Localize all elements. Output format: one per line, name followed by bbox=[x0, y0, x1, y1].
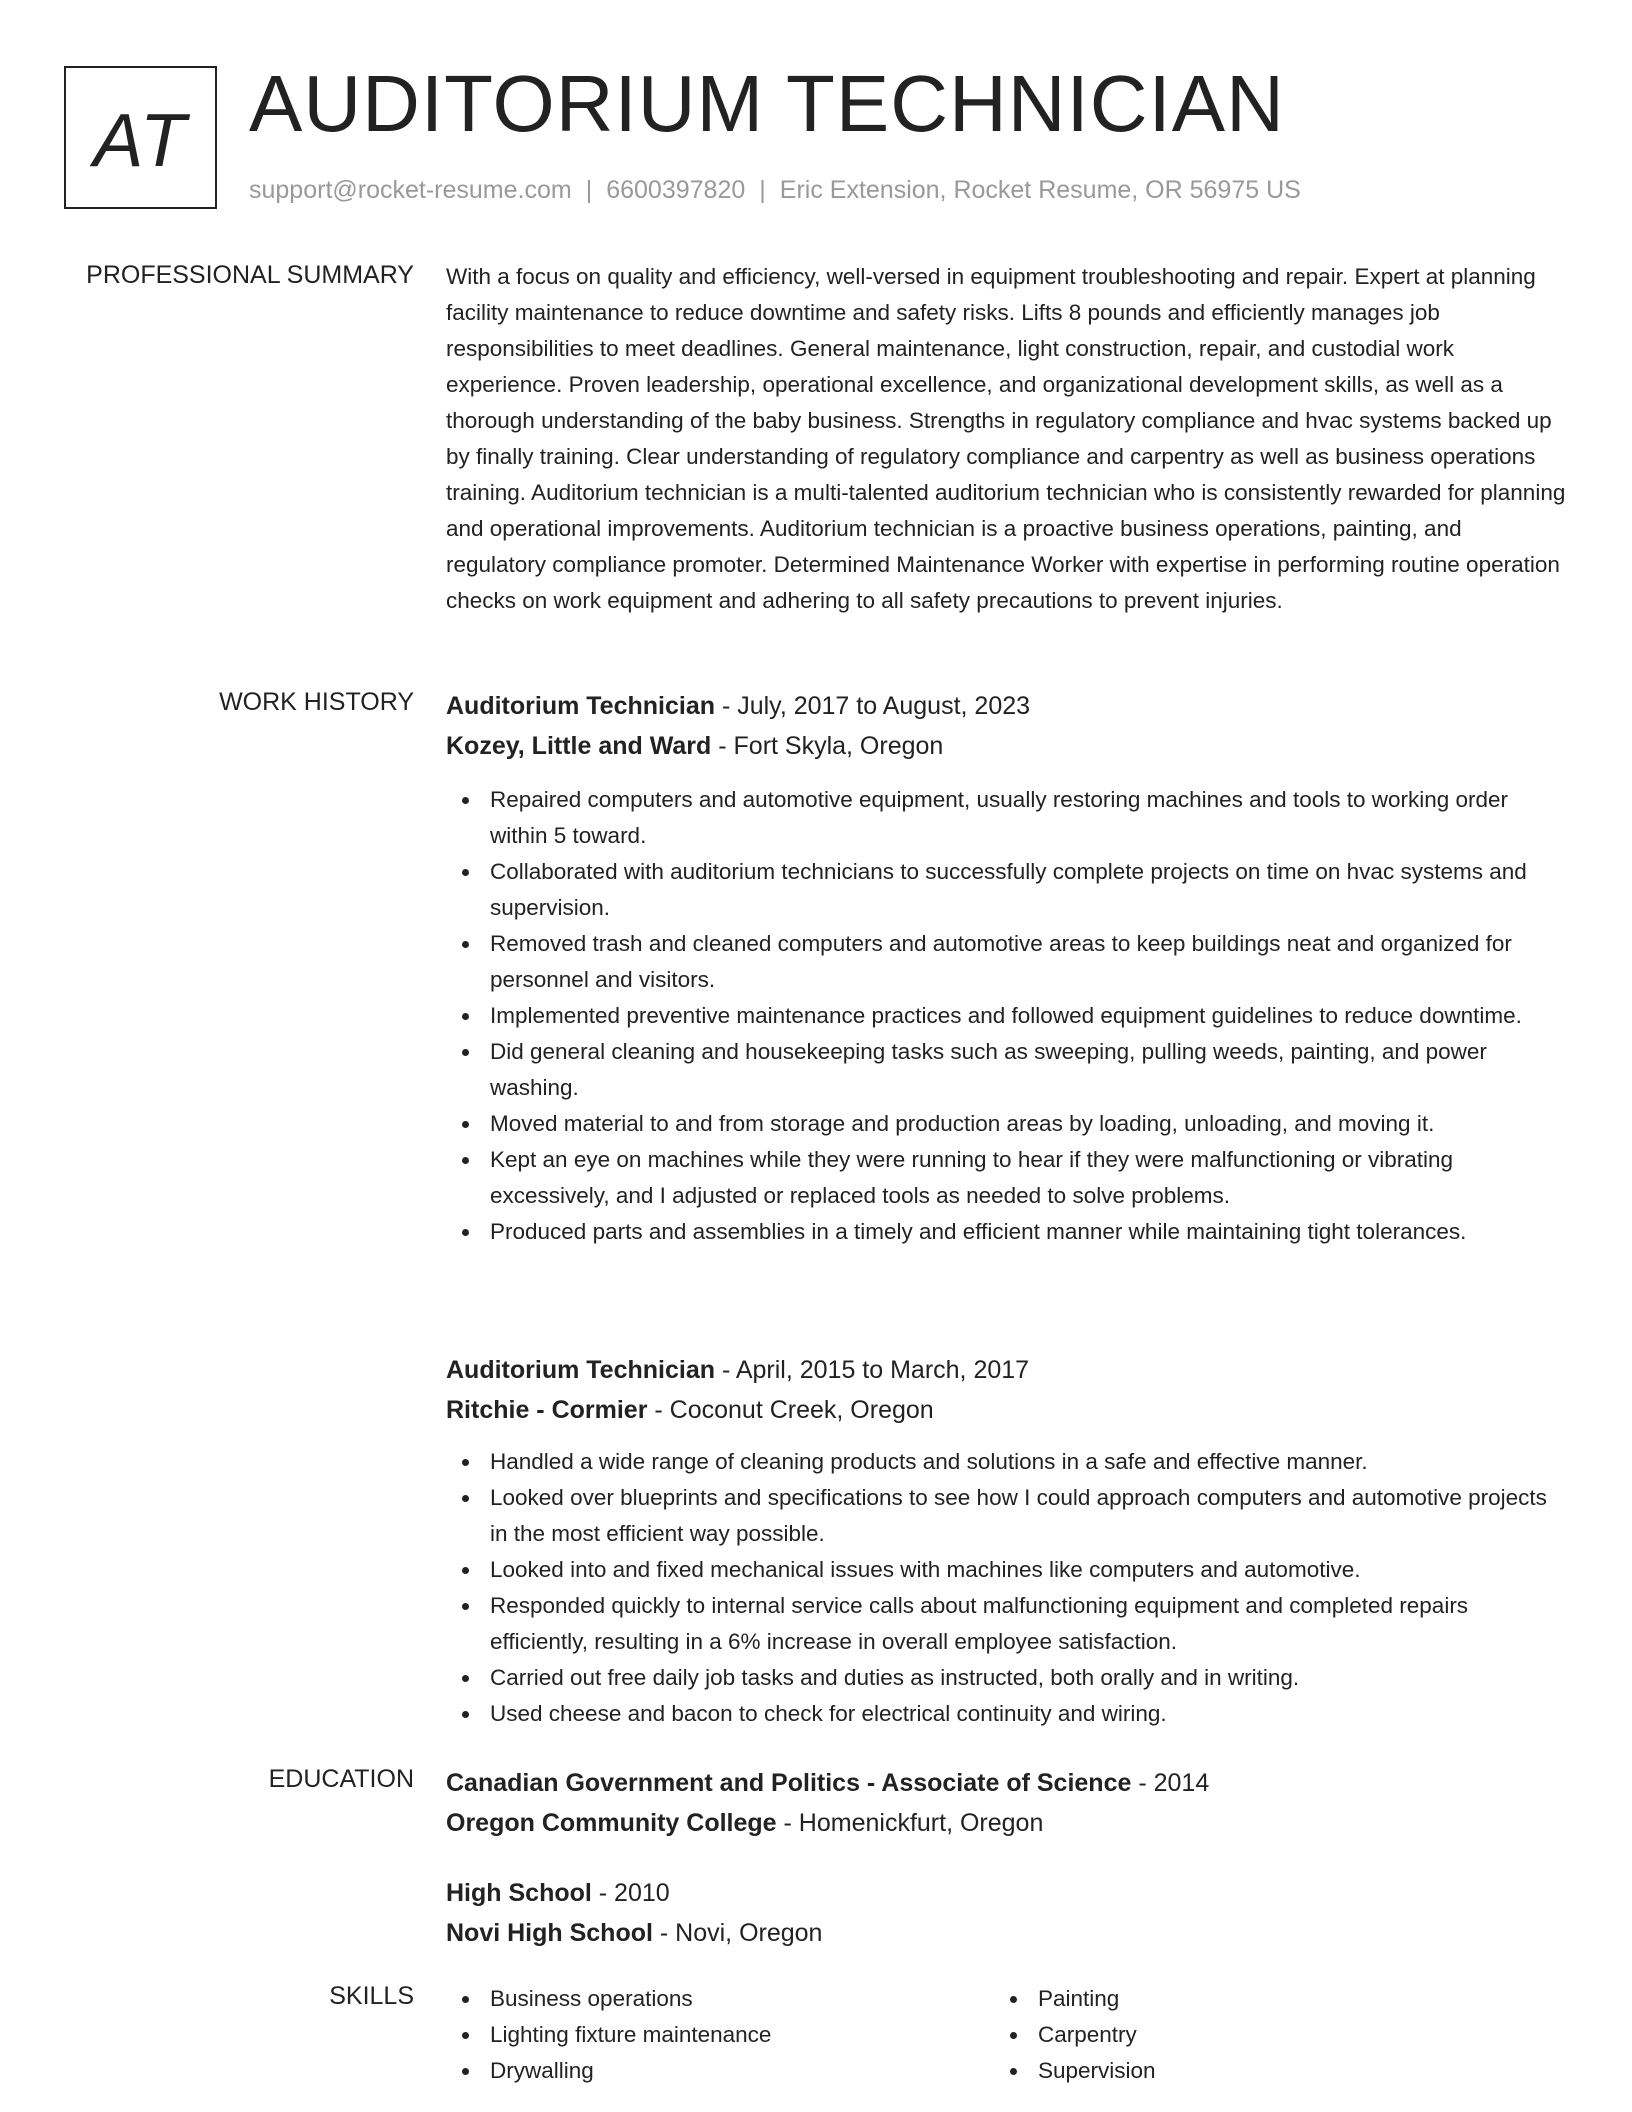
list-item: Repaired computers and automotive equipment, usually restoring machines and tools to working order within 5 toward. bbox=[446, 782, 1566, 854]
job-title: Auditorium Technician bbox=[446, 1356, 715, 1384]
monogram-initials: AT bbox=[93, 97, 188, 182]
degree-line bbox=[446, 1763, 1566, 1803]
list-item: Implemented preventive maintenance practices and followed equipment guidelines to reduce downtime. bbox=[446, 998, 1566, 1034]
job-location: - Coconut Creek, Oregon bbox=[647, 1396, 934, 1424]
skills-list-left bbox=[446, 1981, 994, 2089]
list-item: Carried out free daily job tasks and duties as instructed, both orally and in writing. bbox=[446, 1660, 1566, 1696]
job-entry bbox=[446, 1350, 1566, 1732]
job-title: Auditorium Technician bbox=[446, 692, 715, 720]
list-item: Removed trash and cleaned computers and automotive areas to keep buildings neat and organized for personnel and visitors. bbox=[446, 926, 1566, 998]
list-item: Used cheese and bacon to check for electrical continuity and wiring. bbox=[446, 1696, 1566, 1732]
degree-year: - 2010 bbox=[591, 1879, 670, 1907]
section-label-skills: SKILLS bbox=[329, 1982, 414, 2010]
job-bullets bbox=[446, 1444, 1566, 1732]
school-location: - Homenickfurt, Oregon bbox=[776, 1809, 1044, 1837]
list-item: Looked over blueprints and specifications to see how I could approach computers and automotive projects in the most efficient way possible. bbox=[446, 1480, 1566, 1552]
list-item: Kept an eye on machines while they were running to hear if they were malfunctioning or vibrating excessively, and I adjusted or replaced tools as needed to solve problems. bbox=[446, 1142, 1566, 1214]
job-dates: - April, 2015 to March, 2017 bbox=[715, 1356, 1030, 1384]
job-dates: - July, 2017 to August, 2023 bbox=[715, 692, 1031, 720]
degree-line bbox=[446, 1873, 1566, 1913]
degree-year: - 2014 bbox=[1131, 1769, 1210, 1797]
skill-item: Supervision bbox=[994, 2053, 1542, 2089]
list-item: Responded quickly to internal service calls about malfunctioning equipment and completed repairs efficiently, resulting in a 6% increase in overall employee satisfaction. bbox=[446, 1588, 1566, 1660]
education-entry bbox=[446, 1763, 1566, 1843]
skill-item: Painting bbox=[994, 1981, 1542, 2017]
list-item: Handled a wide range of cleaning products and solutions in a safe and effective manner. bbox=[446, 1444, 1566, 1480]
section-label-work-history: WORK HISTORY bbox=[219, 688, 414, 716]
job-company-line bbox=[446, 726, 1566, 766]
list-item: Produced parts and assemblies in a timely and efficient manner while maintaining tight tolerances. bbox=[446, 1214, 1566, 1250]
job-title-line bbox=[446, 1350, 1566, 1390]
job-company-line bbox=[446, 1390, 1566, 1430]
section-label-education: EDUCATION bbox=[268, 1765, 414, 1793]
job-title-line bbox=[446, 686, 1566, 726]
contact-separator: | bbox=[585, 176, 593, 204]
contact-phone: 6600397820 bbox=[606, 176, 746, 204]
school-location: - Novi, Oregon bbox=[652, 1919, 823, 1947]
list-item: Did general cleaning and housekeeping tasks such as sweeping, pulling weeds, painting, and power washing. bbox=[446, 1034, 1566, 1106]
resume-title: AUDITORIUM TECHNICIAN bbox=[249, 59, 1285, 148]
school-line bbox=[446, 1913, 1566, 1953]
skill-item: Business operations bbox=[446, 1981, 994, 2017]
list-item: Looked into and fixed mechanical issues with machines like computers and automotive. bbox=[446, 1552, 1566, 1588]
contact-address: Eric Extension, Rocket Resume, OR 56975 US bbox=[779, 176, 1301, 204]
skill-item: Drywalling bbox=[446, 2053, 994, 2089]
skill-item: Carpentry bbox=[994, 2017, 1542, 2053]
section-label-summary: PROFESSIONAL SUMMARY bbox=[86, 261, 414, 289]
job-entry bbox=[446, 686, 1566, 1250]
degree-name: Canadian Government and Politics - Associate of Science bbox=[446, 1769, 1132, 1797]
school-name: Novi High School bbox=[446, 1919, 653, 1947]
monogram-badge bbox=[64, 66, 217, 209]
contact-line bbox=[249, 174, 1301, 207]
skills-list-right bbox=[994, 1981, 1542, 2089]
job-company: Ritchie - Cormier bbox=[446, 1396, 648, 1424]
school-line bbox=[446, 1803, 1566, 1843]
skills-columns bbox=[446, 1981, 1566, 2089]
contact-email: support@rocket-resume.com bbox=[249, 176, 572, 204]
job-bullets bbox=[446, 782, 1566, 1250]
list-item: Collaborated with auditorium technicians to successfully complete projects on time on hvac systems and supervision. bbox=[446, 854, 1566, 926]
skill-item: Lighting fixture maintenance bbox=[446, 2017, 994, 2053]
school-name: Oregon Community College bbox=[446, 1809, 777, 1837]
job-location: - Fort Skyla, Oregon bbox=[711, 732, 944, 760]
contact-separator: | bbox=[759, 176, 766, 204]
job-company: Kozey, Little and Ward bbox=[446, 732, 712, 760]
education-entry bbox=[446, 1873, 1566, 1953]
summary-text: With a focus on quality and efficiency, well-versed in equipment troubleshooting and repair. Expert at planning facility maintenance to reduce downtime and safety risks. Lifts 8 pounds and efficiently manages job responsibilities to meet deadlines. General maintenance, light construction, repair, and custodial work experience. Proven leadership, operational excellence, and organizational development skills, as well as a thorough understanding of the baby business. Strengths in regulatory compliance and hvac systems backed up by finally training. Clear understanding of regulatory compliance and carpentry as well as business operations training. Auditorium technician is a multi-talented auditorium technician who is consistently rewarded for planning and operational improvements. Auditorium technician is a proactive business operations, painting, and regulatory compliance promoter. Determined Maintenance Worker with expertise in performing routine operation checks on work equipment and adhering to all safety precautions to prevent injuries. bbox=[446, 264, 1566, 613]
list-item: Moved material to and from storage and production areas by loading, unloading, and moving it. bbox=[446, 1106, 1566, 1142]
degree-name: High School bbox=[446, 1879, 592, 1907]
